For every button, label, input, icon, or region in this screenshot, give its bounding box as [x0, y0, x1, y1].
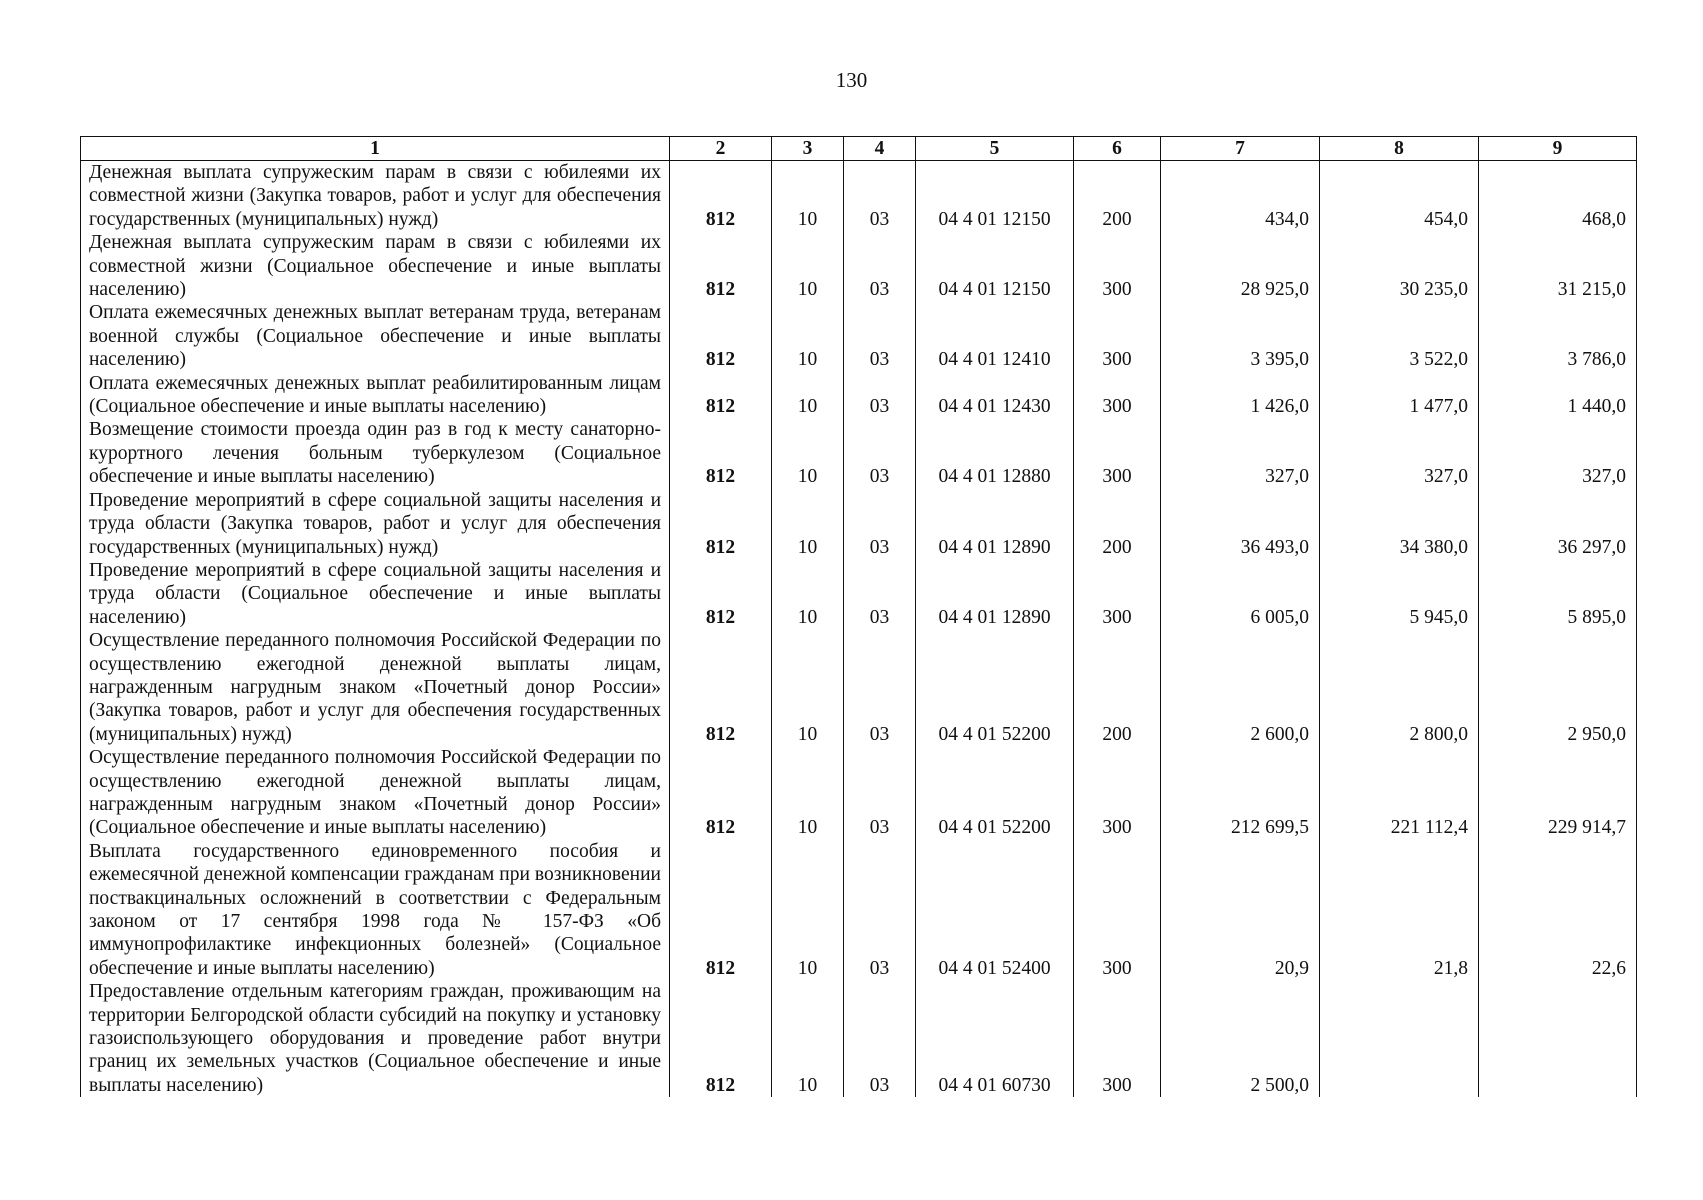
row-target-article: 04 4 01 52200	[916, 746, 1074, 840]
row-admin-code: 812	[670, 559, 772, 629]
row-value-col8: 1 477,0	[1320, 372, 1479, 419]
budget-table	[80, 136, 1637, 1097]
row-admin-code: 812	[670, 301, 772, 371]
row-value-col9	[1479, 980, 1637, 1097]
row-target-article: 04 4 01 12410	[916, 301, 1074, 371]
column-header: 4	[844, 137, 916, 161]
row-admin-code: 812	[670, 980, 772, 1097]
row-subsection: 03	[844, 301, 916, 371]
row-value-col9: 5 895,0	[1479, 559, 1637, 629]
row-value-col8: 3 522,0	[1320, 301, 1479, 371]
row-value-col9: 22,6	[1479, 840, 1637, 980]
column-header: 8	[1320, 137, 1479, 161]
row-expense-type: 300	[1074, 231, 1161, 301]
row-value-col7: 28 925,0	[1161, 231, 1320, 301]
table-body	[81, 161, 1637, 1098]
row-subsection: 03	[844, 418, 916, 488]
row-expense-type: 200	[1074, 161, 1161, 232]
table-row	[81, 980, 1637, 1097]
row-value-col9: 2 950,0	[1479, 629, 1637, 746]
row-expense-type: 300	[1074, 372, 1161, 419]
row-expense-type: 300	[1074, 301, 1161, 371]
row-value-col8: 5 945,0	[1320, 559, 1479, 629]
row-subsection: 03	[844, 231, 916, 301]
row-target-article: 04 4 01 52200	[916, 629, 1074, 746]
row-expense-type: 300	[1074, 840, 1161, 980]
row-target-article: 04 4 01 12880	[916, 418, 1074, 488]
row-value-col9: 327,0	[1479, 418, 1637, 488]
row-value-col8: 30 235,0	[1320, 231, 1479, 301]
row-section: 10	[772, 489, 844, 559]
row-value-col7: 212 699,5	[1161, 746, 1320, 840]
row-section: 10	[772, 559, 844, 629]
row-name: Предоставление отдельным категориям граждан, проживающим на территории Белгородской области субсидий на покупку и установку газоиспользующего оборудования и проведение работ внутри границ их земельных участков (Социальное обеспечение и иные выплаты населению)	[81, 980, 670, 1097]
row-subsection: 03	[844, 489, 916, 559]
table-row	[81, 161, 1637, 232]
row-value-col8: 34 380,0	[1320, 489, 1479, 559]
row-subsection: 03	[844, 629, 916, 746]
row-value-col9: 468,0	[1479, 161, 1637, 232]
table-row	[81, 746, 1637, 840]
table-row	[81, 629, 1637, 746]
row-value-col9: 3 786,0	[1479, 301, 1637, 371]
column-header: 1	[81, 137, 670, 161]
row-section: 10	[772, 372, 844, 419]
row-target-article: 04 4 01 12150	[916, 161, 1074, 232]
column-header: 7	[1161, 137, 1320, 161]
row-value-col7: 2 500,0	[1161, 980, 1320, 1097]
table-row	[81, 840, 1637, 980]
row-section: 10	[772, 418, 844, 488]
row-admin-code: 812	[670, 629, 772, 746]
row-value-col9: 229 914,7	[1479, 746, 1637, 840]
row-section: 10	[772, 231, 844, 301]
row-value-col7: 20,9	[1161, 840, 1320, 980]
row-target-article: 04 4 01 12890	[916, 489, 1074, 559]
table-row	[81, 301, 1637, 371]
row-value-col8: 21,8	[1320, 840, 1479, 980]
page-number: 130	[835, 68, 868, 92]
row-name: Оплата ежемесячных денежных выплат реабилитированным лицам (Социальное обеспечение и иные выплаты населению)	[81, 372, 670, 419]
row-section: 10	[772, 980, 844, 1097]
row-admin-code: 812	[670, 746, 772, 840]
row-value-col7: 6 005,0	[1161, 559, 1320, 629]
row-subsection: 03	[844, 746, 916, 840]
row-admin-code: 812	[670, 840, 772, 980]
table-row	[81, 231, 1637, 301]
row-value-col8: 221 112,4	[1320, 746, 1479, 840]
row-subsection: 03	[844, 559, 916, 629]
column-header: 3	[772, 137, 844, 161]
row-expense-type: 200	[1074, 489, 1161, 559]
row-name: Проведение мероприятий в сфере социальной защиты населения и труда области (Закупка товаров, работ и услуг для обеспечения государственных (муниципальных) нужд)	[81, 489, 670, 559]
row-target-article: 04 4 01 60730	[916, 980, 1074, 1097]
row-subsection: 03	[844, 840, 916, 980]
row-name: Оплата ежемесячных денежных выплат ветеранам труда, ветеранам военной службы (Социальное обеспечение и иные выплаты населению)	[81, 301, 670, 371]
row-value-col8	[1320, 980, 1479, 1097]
row-name: Осуществление переданного полномочия Российской Федерации по осуществлению ежегодной денежной выплаты лицам, награжденным нагрудным знаком «Почетный донор России» (Социальное обеспечение и иные выплаты населению)	[81, 746, 670, 840]
row-subsection: 03	[844, 980, 916, 1097]
row-target-article: 04 4 01 52400	[916, 840, 1074, 980]
row-value-col8: 2 800,0	[1320, 629, 1479, 746]
row-name: Осуществление переданного полномочия Российской Федерации по осуществлению ежегодной денежной выплаты лицам, награжденным нагрудным знаком «Почетный донор России» (Закупка товаров, работ и услуг для обеспечения государственных (муниципальных) нужд)	[81, 629, 670, 746]
row-section: 10	[772, 301, 844, 371]
row-expense-type: 300	[1074, 746, 1161, 840]
row-name: Денежная выплата супружеским парам в связи с юбилеями их совместной жизни (Социальное обеспечение и иные выплаты населению)	[81, 231, 670, 301]
row-subsection: 03	[844, 372, 916, 419]
row-name: Выплата государственного единовременного пособия и ежемесячной денежной компенсации гражданам при возникновении поствакцинальных осложнений в соответствии с Федеральным законом от 17 сентября 1998 года № 157-ФЗ «Об иммунопрофилактике инфекционных болезней» (Социальное обеспечение и иные выплаты населению)	[81, 840, 670, 980]
row-value-col7: 327,0	[1161, 418, 1320, 488]
table-row	[81, 489, 1637, 559]
row-value-col7: 36 493,0	[1161, 489, 1320, 559]
column-header: 2	[670, 137, 772, 161]
row-name: Проведение мероприятий в сфере социальной защиты населения и труда области (Социальное обеспечение и иные выплаты населению)	[81, 559, 670, 629]
row-admin-code: 812	[670, 231, 772, 301]
row-section: 10	[772, 840, 844, 980]
row-admin-code: 812	[670, 161, 772, 232]
row-value-col9: 31 215,0	[1479, 231, 1637, 301]
row-admin-code: 812	[670, 418, 772, 488]
table-header	[81, 137, 1637, 161]
row-expense-type: 200	[1074, 629, 1161, 746]
row-name: Денежная выплата супружеским парам в связи с юбилеями их совместной жизни (Закупка товаров, работ и услуг для обеспечения государственных (муниципальных) нужд)	[81, 161, 670, 232]
row-expense-type: 300	[1074, 559, 1161, 629]
row-section: 10	[772, 629, 844, 746]
row-admin-code: 812	[670, 372, 772, 419]
row-admin-code: 812	[670, 489, 772, 559]
row-target-article: 04 4 01 12890	[916, 559, 1074, 629]
row-value-col7: 434,0	[1161, 161, 1320, 232]
row-name: Возмещение стоимости проезда один раз в год к месту санаторно-курортного лечения больным туберкулезом (Социальное обеспечение и иные выплаты населению)	[81, 418, 670, 488]
column-header: 9	[1479, 137, 1637, 161]
row-value-col7: 1 426,0	[1161, 372, 1320, 419]
table-row	[81, 559, 1637, 629]
table-row	[81, 418, 1637, 488]
table-row	[81, 372, 1637, 419]
row-subsection: 03	[844, 161, 916, 232]
row-expense-type: 300	[1074, 980, 1161, 1097]
column-header: 6	[1074, 137, 1161, 161]
row-value-col7: 2 600,0	[1161, 629, 1320, 746]
row-expense-type: 300	[1074, 418, 1161, 488]
row-target-article: 04 4 01 12150	[916, 231, 1074, 301]
row-section: 10	[772, 746, 844, 840]
row-target-article: 04 4 01 12430	[916, 372, 1074, 419]
row-value-col9: 1 440,0	[1479, 372, 1637, 419]
row-value-col8: 327,0	[1320, 418, 1479, 488]
row-value-col7: 3 395,0	[1161, 301, 1320, 371]
column-header: 5	[916, 137, 1074, 161]
row-value-col9: 36 297,0	[1479, 489, 1637, 559]
row-section: 10	[772, 161, 844, 232]
row-value-col8: 454,0	[1320, 161, 1479, 232]
